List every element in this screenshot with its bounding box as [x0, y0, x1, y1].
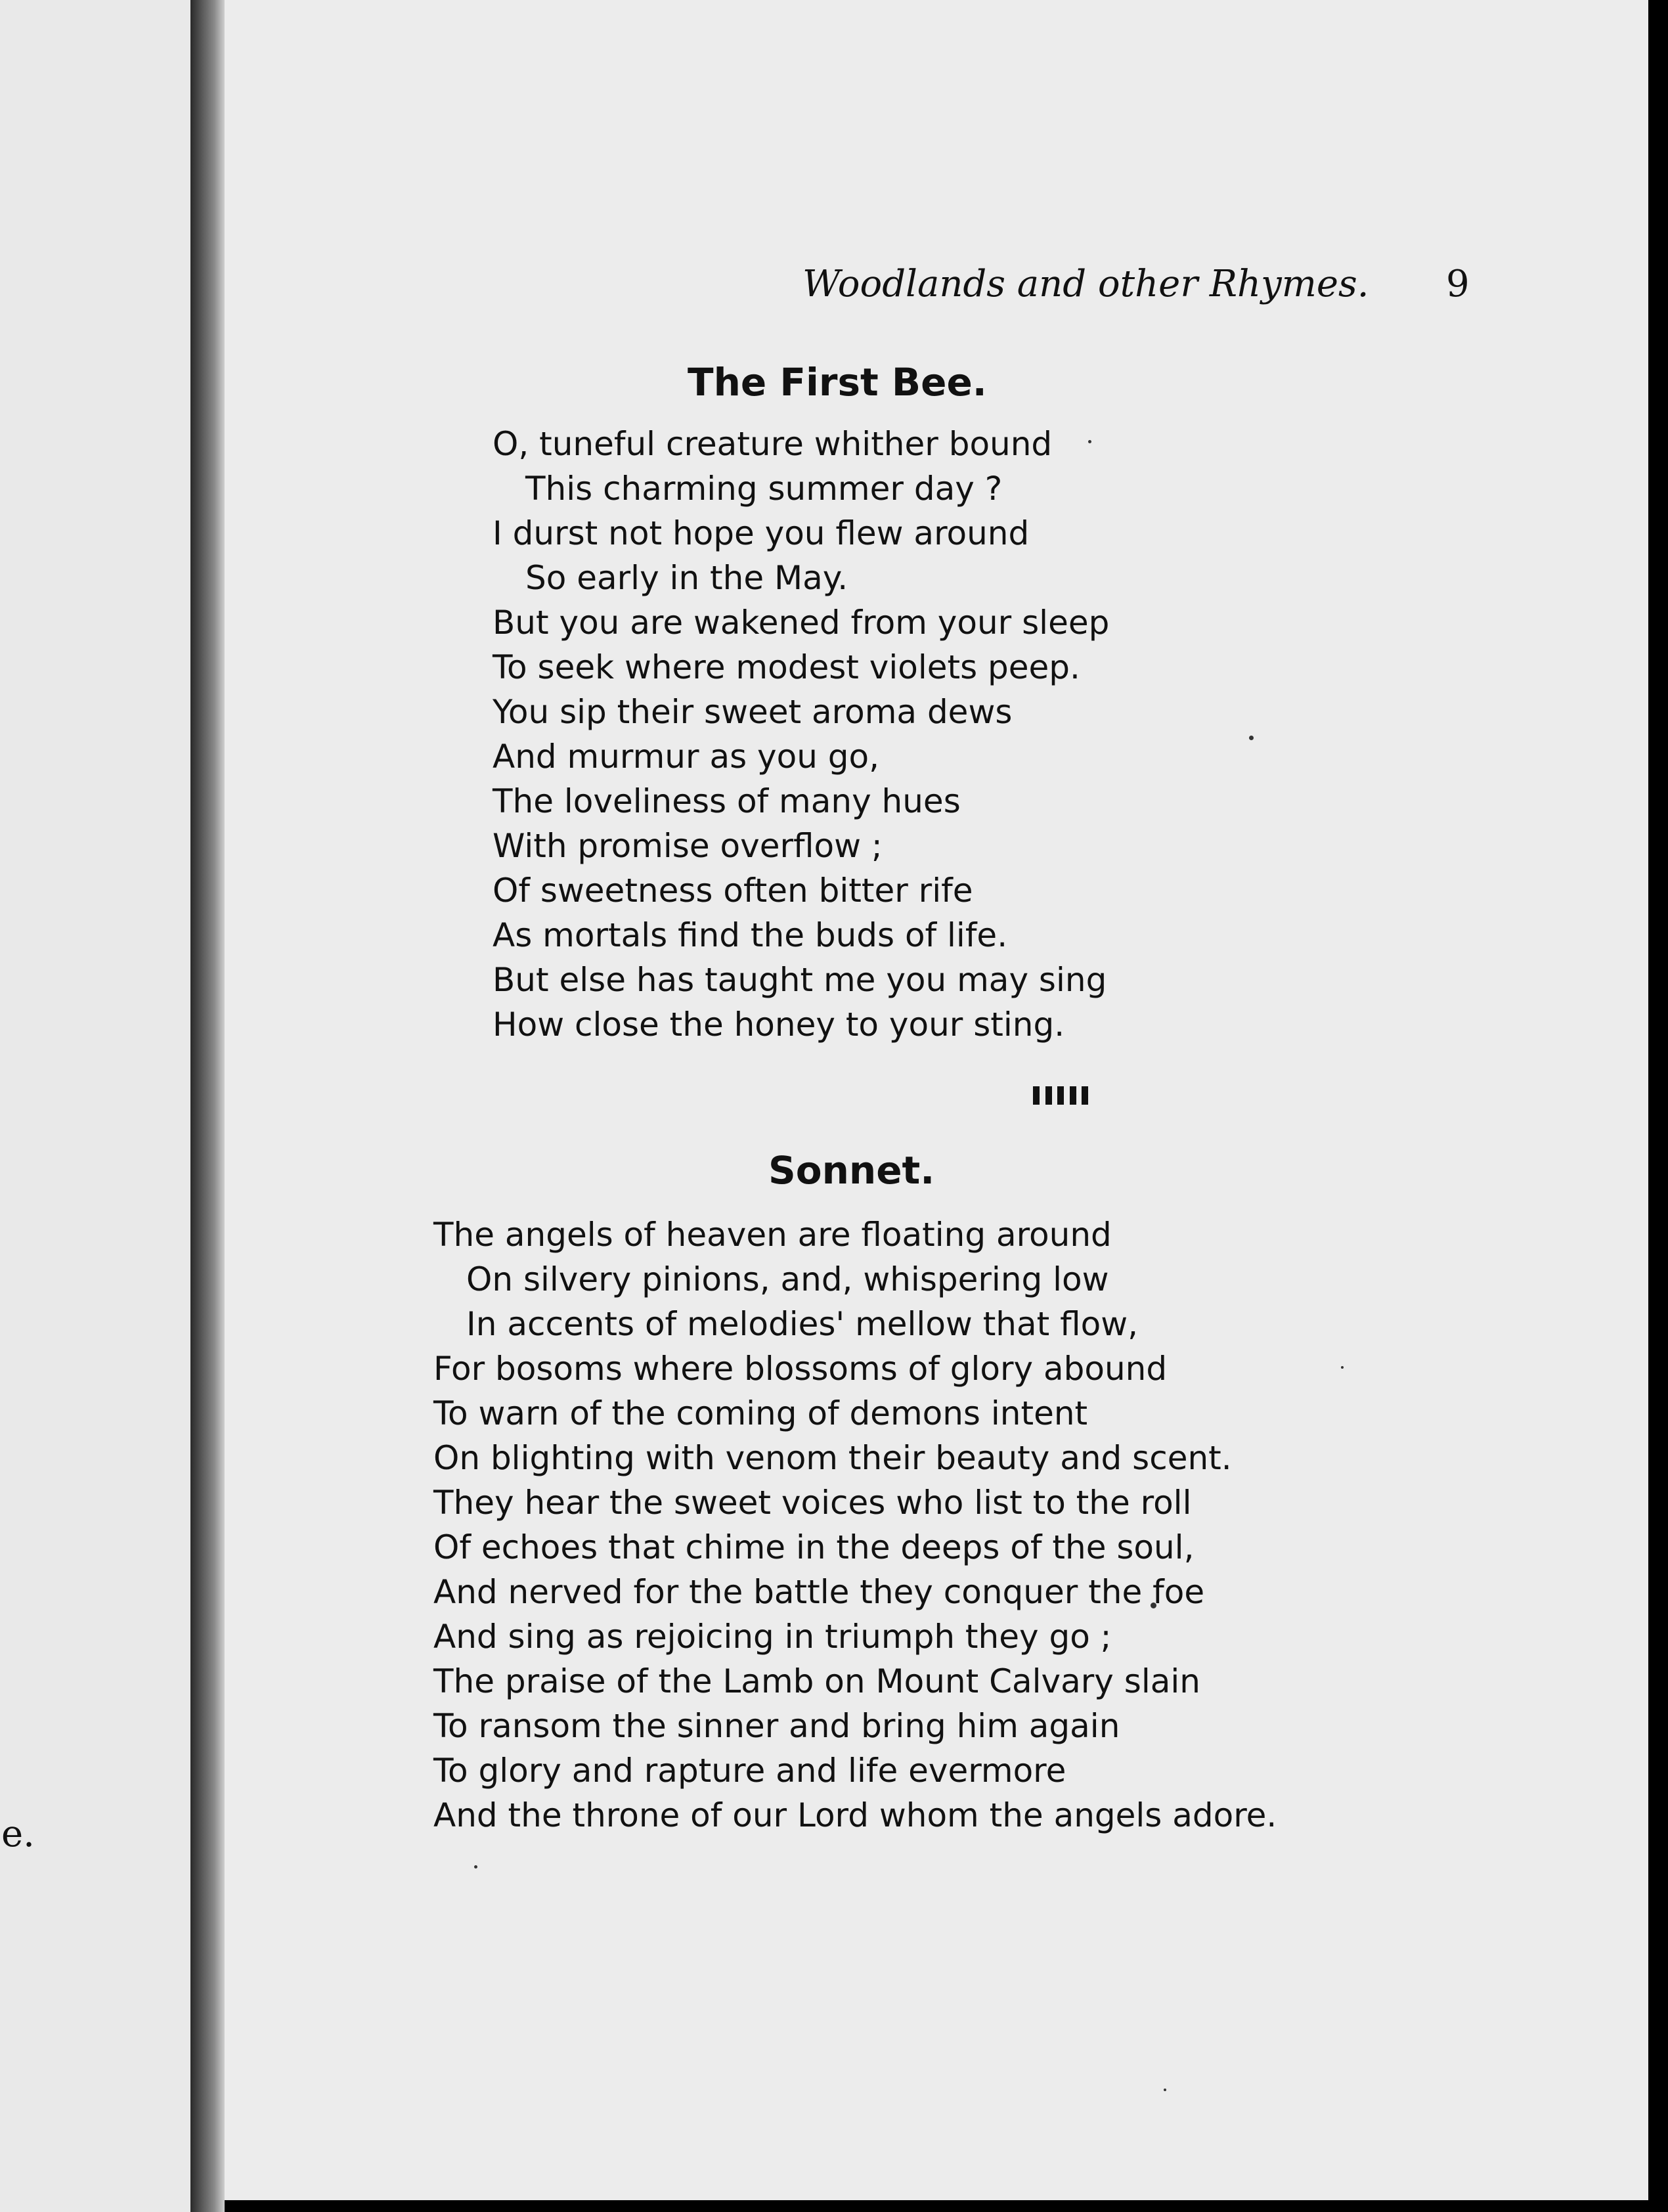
- poem-line: This charming summer day ?: [525, 470, 1003, 508]
- running-head: [579, 263, 1499, 322]
- poem-title-first-bee: The First Bee.: [688, 360, 987, 405]
- poem-line: Of sweetness often bitter rife: [493, 872, 973, 910]
- previous-page-text-fragment: e.: [1, 1813, 35, 1855]
- book-gutter: [190, 0, 225, 2212]
- poem-line: And murmur as you go,: [493, 738, 880, 776]
- page-number: 9: [1446, 263, 1470, 305]
- poem-line: With promise overflow ;: [493, 827, 883, 865]
- poem-line: And nerved for the battle they conquer the foe: [433, 1573, 1205, 1611]
- poem-first-bee: [493, 422, 1109, 1047]
- poem-line: To glory and rapture and life evermore: [433, 1752, 1066, 1790]
- poem-line: I durst not hope you flew around: [493, 514, 1030, 552]
- poem-sonnet: [433, 1212, 1277, 1838]
- poem-line: The angels of heaven are floating around: [433, 1216, 1112, 1254]
- previous-page-edge: [0, 0, 190, 2212]
- poem-line: They hear the sweet voices who list to the roll: [433, 1484, 1192, 1522]
- poem-line: In accents of melodies' mellow that flow,: [466, 1305, 1138, 1343]
- poem-line: So early in the May.: [525, 559, 848, 597]
- poem-line: On blighting with venom their beauty and scent.: [433, 1439, 1232, 1477]
- poem-title-sonnet: Sonnet.: [768, 1148, 935, 1193]
- poem-line: As mortals find the buds of life.: [493, 916, 1008, 954]
- poem-line: And the throne of our Lord whom the angels adore.: [433, 1796, 1277, 1834]
- poem-line: Of echoes that chime in the deeps of the soul,: [433, 1528, 1195, 1566]
- poem-line: You sip their sweet aroma dews: [493, 693, 1013, 731]
- poem-line: O, tuneful creature whither bound: [493, 425, 1053, 463]
- running-head-title: Woodlands and other Rhymes.: [802, 263, 1369, 305]
- poem-line: For bosoms where blossoms of glory abound: [433, 1350, 1168, 1388]
- poem-line: How close the honey to your sting.: [493, 1006, 1065, 1044]
- poem-line: But you are wakened from your sleep: [493, 604, 1110, 642]
- section-divider: [1033, 1086, 1088, 1106]
- poem-line: To seek where modest violets peep.: [493, 648, 1080, 686]
- poem-line: To ransom the sinner and bring him again: [433, 1707, 1120, 1745]
- poem-line: And sing as rejoicing in triumph they go ;: [433, 1618, 1112, 1656]
- book-page: [225, 0, 1648, 2200]
- poem-line: The loveliness of many hues: [493, 782, 961, 820]
- poem-line: But else has taught me you may sing: [493, 961, 1107, 999]
- poem-line: The praise of the Lamb on Mount Calvary slain: [433, 1662, 1200, 1700]
- poem-line: On silvery pinions, and, whispering low: [466, 1260, 1109, 1298]
- poem-line: To warn of the coming of demons intent: [433, 1394, 1088, 1432]
